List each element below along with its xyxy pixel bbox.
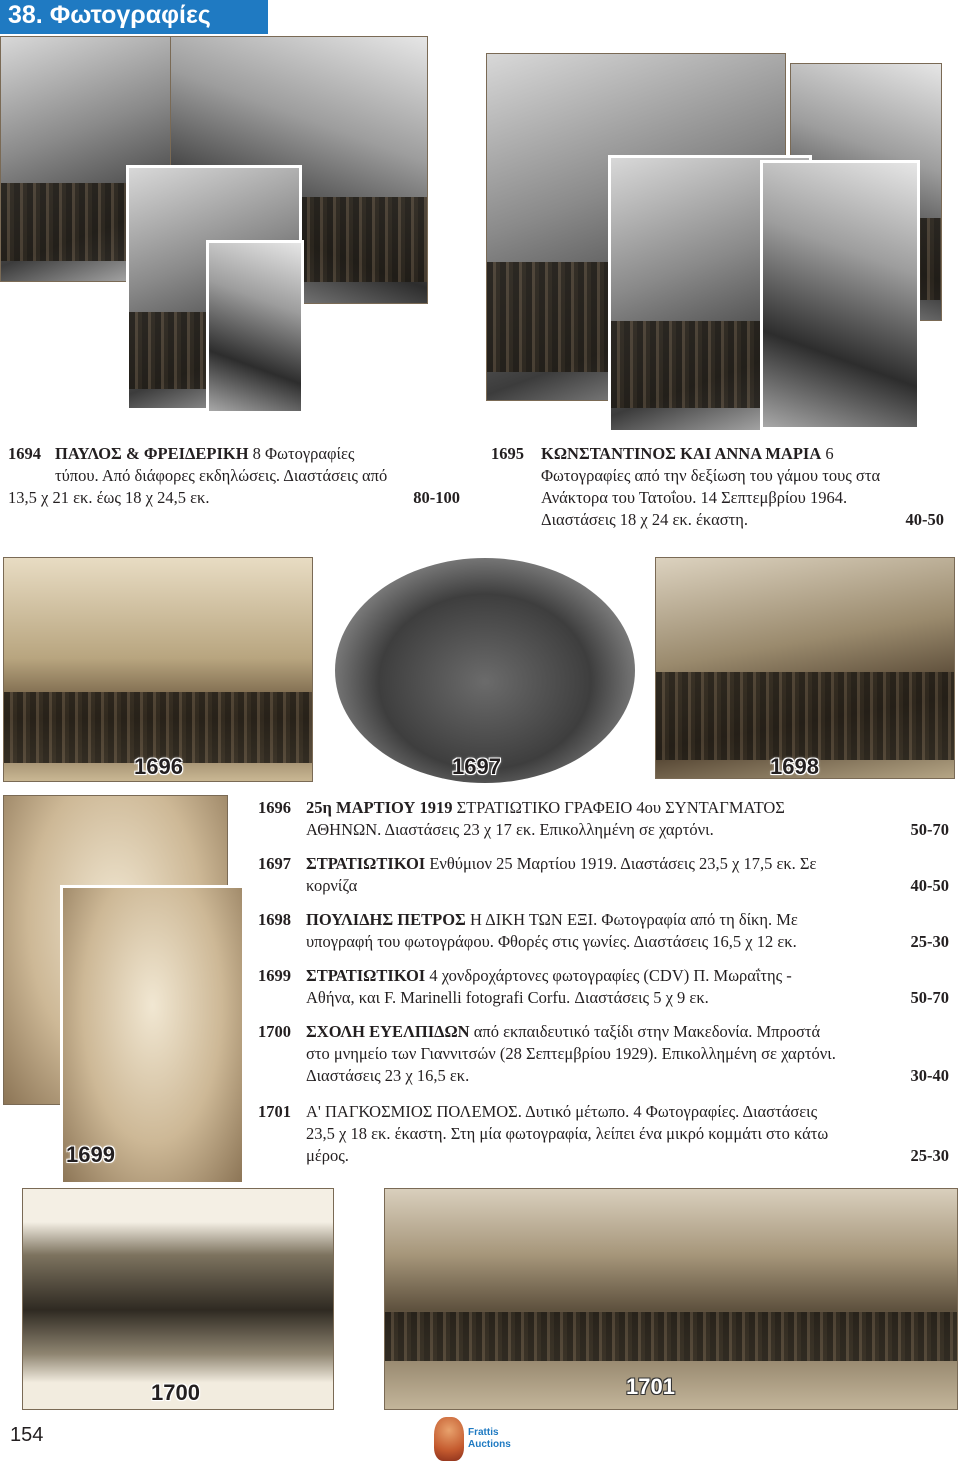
photo-1695-d [760,160,920,430]
lot-1701-text-3: μέρος. [306,1146,349,1165]
photo-1699-b [60,885,245,1185]
page-number: 154 [10,1424,44,1446]
lot-1700-price: 30-40 [910,1066,949,1085]
lot-1694-caption [8,443,460,513]
lot-1700-number: 1700 [258,1022,291,1041]
lot-1696-price: 50-70 [910,820,949,839]
lot-1699-text-1: 4 χονδροχάρτονες φωτογραφίες (CDV) Π. Μωραΐτης - [425,966,792,985]
lot-1694-text-3: 13,5 χ 21 εκ. έως 18 χ 24,5 εκ. [8,488,210,507]
lot-1700-text-3: Διαστάσεις 23 χ 16,5 εκ. [306,1066,470,1085]
lot-1694-title: ΠΑΥΛΟΣ & ΦΡΕΙΔΕΡΙΚΗ [55,444,249,463]
lot-1700-text-2: στο μνημείο των Γιαννιτσών (28 Σεπτεμβρίου 1929). Επικολλημένη σε χαρτόνι. [306,1044,836,1063]
lot-1695-price: 40-50 [905,510,944,529]
lot-1696-title: 25η ΜΑΡΤΙΟΥ 1919 [306,798,453,817]
lot-1699-price: 50-70 [910,988,949,1007]
section-title: 38. Φωτογραφίες [8,1,211,29]
photo-1697 [335,558,635,783]
photo-label-1700: 1700 [151,1380,200,1405]
lot-1695-title: ΚΩΝΣΤΑΝΤΙΝΟΣ ΚΑΙ ΑΝΝΑ ΜΑΡΙΑ [541,444,822,463]
lot-1701-text-1: Α' ΠΑΓΚΟΣΜΙΟΣ ΠΟΛΕΜΟΣ. Δυτικό μέτωπο. 4 Φωτογραφίες. Διαστάσεις [306,1102,818,1121]
lot-1701-price: 25-30 [910,1146,949,1165]
photo-label-1697: 1697 [452,754,501,779]
lot-1699-number: 1699 [258,966,291,985]
lot-1697-number: 1697 [258,854,291,873]
lot-1695-text-1: 6 [821,444,834,463]
lot-1697-caption [258,853,949,897]
photo-label-1701: 1701 [626,1374,675,1399]
photo-1700 [22,1188,334,1410]
lot-1695-number: 1695 [491,444,524,463]
lot-1700-text-1: από εκπαιδευτικό ταξίδι στην Μακεδονία. Μπροστά [469,1022,821,1041]
lot-1695-caption [491,443,944,535]
lot-1699-title: ΣΤΡΑΤΙΩΤΙΚΟΙ [306,966,426,985]
photo-label-1699: 1699 [66,1142,115,1167]
lot-1701-text-2: 23,5 χ 18 εκ. έκαστη. Στη μία φωτογραφία, λείπει ένα μικρό κομμάτι στο κάτω [306,1124,829,1143]
frattis-auctions-logo [430,1415,540,1465]
lot-1701-caption [258,1101,949,1167]
photo-1698 [655,557,955,779]
lot-1697-text-2: κορνίζα [306,876,358,895]
lot-1698-title: ΠΟΥΛΙΔΗΣ ΠΕΤΡΟΣ [306,910,466,929]
logo-line-2: Auctions [468,1439,511,1450]
lot-1699-caption [258,965,949,1009]
lot-1697-text-1: Ενθύμιον 25 Μαρτίου 1919. Διαστάσεις 23,5 χ 17,5 εκ. Σε [425,854,817,873]
lot-1698-text-1: Η ΔΙΚΗ ΤΩΝ ΕΞΙ. Φωτογραφία από τη δίκη. Με [465,910,798,929]
lot-1699-text-2: Αθήνα, και F. Marinelli fotografi Corfu. Διαστάσεις 5 χ 9 εκ. [306,988,709,1007]
lot-1696-text-2: ΑΘΗΝΩΝ. Διαστάσεις 23 χ 17 εκ. Επικολλημένη σε χαρτόνι. [306,820,714,839]
lot-1700-caption [258,1021,949,1087]
cherub-logo-icon [434,1417,464,1461]
photo-label-1698: 1698 [770,754,819,779]
lot-1698-price: 25-30 [910,932,949,951]
photo-1694-d [206,240,304,414]
lot-1695-text-2: Φωτογραφίες από την δεξίωση του γάμου τους στα [541,466,881,485]
lot-1698-caption [258,909,949,953]
logo-line-1: Frattis [468,1427,499,1438]
lot-1696-text-1: ΣΤΡΑΤΙΩΤΙΚΟ ΓΡΑΦΕΙΟ 4ου ΣΥΝΤΑΓΜΑΤΟΣ [452,798,785,817]
lot-1697-price: 40-50 [910,876,949,895]
lot-1697-title: ΣΤΡΑΤΙΩΤΙΚΟΙ [306,854,426,873]
lot-1696-number: 1696 [258,798,291,817]
lot-1698-text-2: υπογραφή του φωτογράφου. Φθορές στις γωνίες. Διαστάσεις 16,5 χ 12 εκ. [306,932,797,951]
lot-1695-text-3: Ανάκτορα του Τατοΐου. 14 Σεπτεμβρίου 1964. [541,488,848,507]
lot-1695-text-4: Διαστάσεις 18 χ 24 εκ. έκαστη. [541,510,748,529]
lot-1696-caption [258,797,949,841]
lot-1694-text-1: 8 Φωτογραφίες [248,444,355,463]
photo-label-1696: 1696 [134,754,183,779]
photo-1696 [3,557,313,782]
lot-1694-number: 1694 [8,444,41,463]
lot-1694-price: 80-100 [413,488,460,507]
lot-1694-text-2: τύπου. Από διάφορες εκδηλώσεις. Διαστάσεις από [55,466,388,485]
lot-1700-title: ΣΧΟΛΗ ΕΥΕΛΠΙΔΩΝ [306,1022,470,1041]
lot-1701-number: 1701 [258,1102,291,1121]
lot-1698-number: 1698 [258,910,291,929]
